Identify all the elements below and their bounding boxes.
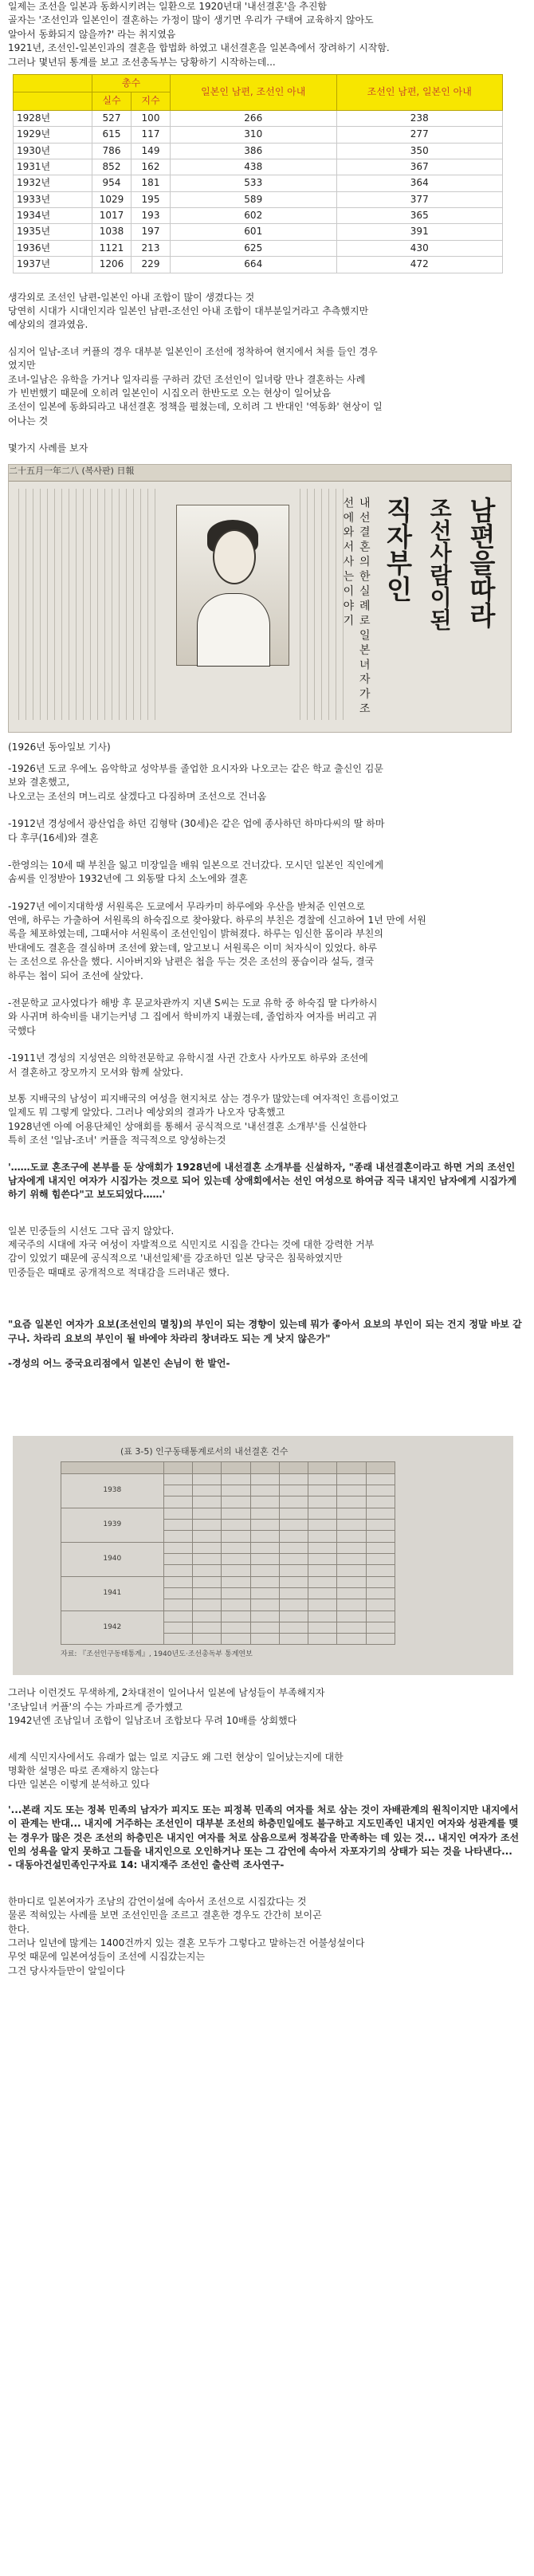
cell-real: 1017 — [92, 208, 132, 224]
cell-km-jw: 350 — [336, 143, 503, 159]
text-line: 특히 조선 '일남-조녀' 커플을 적극적으로 양성하는것 — [8, 1135, 226, 1146]
year-cell: 1942 — [61, 1610, 164, 1645]
headline-col-3: 직자부인 — [382, 496, 414, 602]
intro-paragraph — [8, 0, 526, 69]
paragraph-reasons — [8, 345, 526, 456]
cell-km-jw: 277 — [336, 127, 503, 143]
quote-analysis-source: - 대동아건설민족인구자료 14: 내지재주 조선인 출산력 조사연구- — [8, 1859, 285, 1871]
intermarriage-stats-table — [13, 74, 503, 273]
cell-real: 527 — [92, 110, 132, 126]
cell-jm-kw: 266 — [171, 110, 337, 126]
cell-index: 193 — [132, 208, 171, 224]
table-row — [14, 240, 503, 256]
cell-year: 1932년 — [14, 175, 92, 191]
headline-col-1: 남편을따라 — [465, 496, 497, 628]
paragraph-prejudice — [8, 1225, 526, 1280]
table-row — [61, 1473, 395, 1485]
cell-real: 1038 — [92, 224, 132, 240]
paragraph-result — [8, 291, 526, 332]
text-line: 연애, 하루는 가출하여 서원록의 하숙집으로 찾아왔다. 하루의 부친은 경찰에 신고하여 1년 만에 서원 — [8, 914, 426, 926]
book-table-footnote: 자료: 『조선인구동태통계』, 1940년도·조선총독부 통계연보 — [61, 1650, 253, 1659]
cell-real: 615 — [92, 127, 132, 143]
cell-jm-kw: 625 — [171, 240, 337, 256]
newspaper-clipping-image — [8, 464, 512, 733]
text-line: -1911년 경성의 지성연은 의학전문학교 유학시절 사귄 간호사 사카모토 하루와 조선에 — [8, 1052, 368, 1064]
year-cell: 1941 — [61, 1576, 164, 1610]
cell-real: 1121 — [92, 240, 132, 256]
cases-list — [8, 762, 526, 1080]
text-line: 민중들은 때때로 공개적으로 적대감을 드러내곤 했다. — [8, 1266, 230, 1278]
text-line: 록을 체포하였는데, 그때서야 서원록이 조선인임이 밝혀졌다. 하루는 임신한 몸이라 부친의 — [8, 928, 383, 940]
text-line: 한마디로 일본여자가 조남의 감언이설에 속아서 조선으로 시집갔다는 것 — [8, 1895, 307, 1907]
header-blank — [14, 74, 92, 92]
cell-jm-kw: 310 — [171, 127, 337, 143]
text-line: 였지만 — [8, 360, 36, 372]
cell-real: 1206 — [92, 257, 132, 273]
cell-year: 1933년 — [14, 191, 92, 207]
text-line: -1926년 도쿄 우에노 음악학교 성악부를 졸업한 요시자와 나오코는 같은 학교 출신인 김문 — [8, 762, 383, 774]
text-line: '조남일녀 커플'의 수는 가파르게 증가했고 — [8, 1701, 183, 1713]
year-cell: 1938 — [61, 1473, 164, 1508]
cell-index: 162 — [132, 159, 171, 175]
text-line: 당연히 시대가 시대인지라 일본인 남편-조선인 아내 조합이 대부분일거라고 추측했지만 — [8, 305, 369, 317]
text-line: 그건 당사자들만이 알일이다 — [8, 1964, 125, 1976]
book-table-title: (표 3-5) 인구동태통계로서의 내선결혼 건수 — [120, 1446, 289, 1457]
cell-km-jw: 472 — [336, 257, 503, 273]
header-real: 실수 — [92, 92, 132, 110]
text-line: 무엇 때문에 일본여성들이 조선에 시집갔는지는 — [8, 1951, 206, 1963]
table-row — [61, 1610, 395, 1622]
cell-index: 149 — [132, 143, 171, 159]
headline-col-2: 조선사람이된 — [426, 496, 454, 631]
text-line: 심지어 일남-조녀 커플의 경우 대부분 일본인이 조선에 정착하여 현지에서 처를 들인 경우 — [8, 345, 378, 357]
cell-index: 197 — [132, 224, 171, 240]
table-row — [14, 159, 503, 175]
quote-restaurant: "요즘 일본인 여자가 요보(조선인의 멸칭)의 부인이 되는 경향이 있는데 뭐가 좋아서 요보의 부인이 되는 건지 정말 바보 같구나. 차라리 요보의 부인이 될 바에야 차라리 창녀라도 되는 게 낫지 않은가" — [8, 1319, 522, 1344]
cell-year: 1934년 — [14, 208, 92, 224]
text-line: 알아서 동화되지 않을까?' 라는 취지였음 — [8, 28, 176, 40]
cell-index: 229 — [132, 257, 171, 273]
text-line: 그러나 이런것도 무색하게, 2차대전이 일어나서 일본에 남성들이 부족해지자 — [8, 1687, 325, 1699]
cell-real: 852 — [92, 159, 132, 175]
cell-km-jw: 238 — [336, 110, 503, 126]
text-line: -전문학교 교사였다가 해방 후 문교차관까지 지낸 S씨는 도쿄 유학 중 하숙집 딸 다카하시 — [8, 997, 378, 1009]
cell-year: 1935년 — [14, 224, 92, 240]
cell-index: 181 — [132, 175, 171, 191]
cell-km-jw: 430 — [336, 240, 503, 256]
text-line: 1921년, 조선인-일본인과의 결혼을 합법화 하였고 내선결혼을 일본측에서 장려하기 시작함. — [8, 42, 390, 54]
header-km-jw: 조선인 남편, 일본인 아내 — [336, 74, 503, 110]
text-line: 하루는 첩이 되어 조선에 살았다. — [8, 969, 143, 981]
table-row — [61, 1508, 395, 1519]
text-line: 조녀-일남은 유학을 가거나 일자리를 구하러 갔던 조선인이 일녀랑 만나 결혼하는 사례 — [8, 373, 366, 385]
table-row — [14, 127, 503, 143]
text-line: 골자는 '조선인과 일본인이 결혼하는 가정이 많이 생기면 우리가 구태여 교육하지 않아도 — [8, 14, 374, 26]
woman-portrait-photo — [176, 505, 289, 666]
text-line: 서 결혼하고 장모까지 모셔와 함께 살았다. — [8, 1066, 183, 1078]
text-line: 는 조선으로 유산을 했다. 시아버지와 남편은 첩을 두는 것은 조선의 풍습이라 설득, 결국 — [8, 956, 375, 968]
text-line: 보와 결혼했고, — [8, 777, 70, 789]
table-row — [14, 257, 503, 273]
text-line: 솜씨를 인정받아 1932년에 그 외동딸 다치 소노에와 결혼 — [8, 873, 248, 885]
header-blank — [14, 92, 92, 110]
cell-year: 1931년 — [14, 159, 92, 175]
quote-source: -경성의 어느 중국요리점에서 일본인 손님이 한 발언- — [8, 1358, 230, 1370]
text-line — [8, 428, 526, 442]
cell-year: 1936년 — [14, 240, 92, 256]
cell-index: 213 — [132, 240, 171, 256]
cell-year: 1930년 — [14, 143, 92, 159]
text-line: 어나는 것 — [8, 415, 49, 427]
cell-km-jw: 391 — [336, 224, 503, 240]
cell-jm-kw: 601 — [171, 224, 337, 240]
cell-index: 195 — [132, 191, 171, 207]
cell-jm-kw: 438 — [171, 159, 337, 175]
cell-jm-kw: 664 — [171, 257, 337, 273]
text-line: 다 후쿠(16세)와 결혼 — [8, 832, 99, 844]
cell-jm-kw: 386 — [171, 143, 337, 159]
table-row — [14, 224, 503, 240]
text-line — [8, 887, 526, 900]
text-line: -1927년 에이지대학생 서원록은 도쿄에서 무라카미 하루에와 우산을 받쳐준 인연으로 — [8, 900, 365, 912]
table-row — [14, 143, 503, 159]
cell-index: 100 — [132, 110, 171, 126]
text-line: 예상외의 결과였음. — [8, 319, 88, 331]
text-line: -한영의는 10세 때 부친을 잃고 미장일을 배워 일본으로 건너갔다. 모시던 일본인 직인에게 — [8, 859, 384, 871]
text-line: 다만 일본은 이렇게 분석하고 있다 — [8, 1779, 150, 1791]
text-line: 그러나 일년에 많게는 1400건까지 있는 결혼 모두가 그렇다고 말하는건 어불성설이다 — [8, 1937, 365, 1949]
year-cell: 1939 — [61, 1508, 164, 1542]
paragraph-scholars — [8, 1751, 526, 1792]
table-row — [14, 208, 503, 224]
text-line — [8, 983, 526, 997]
text-line: -1912년 경성에서 광산업을 하던 김형탁 (30세)은 같은 업에 종사하던 하마다씨의 딸 하마 — [8, 818, 385, 830]
cell-index: 117 — [132, 127, 171, 143]
cell-jm-kw: 589 — [171, 191, 337, 207]
quote-analysis: '...본래 지도 또는 정복 민족의 남자가 피지도 또는 피정복 민족의 여자를 처로 삼는 것이 자배관계의 원칙이지만 내지에서 이 관계는 반대... 내지에 거주하는 조선인이 대부분 조선의 하층민일에도 불구하고 지도민족인 내지인 여자와 성관계를 맺는 경우가 많은 것은 조선의 하층민은 내지인 여자를 처로 삼음으로써 정복감을 만족하는 데 있는 것... 내지인 여자가 조선인의 성욕을 알지 못하고 그들을 내지인으로 오인하거나 또는 그 감언에 속아서 자포자기의 상태가 되는 것을 나타낸다... — [8, 1803, 520, 1857]
text-line: 조선이 일본에 동화되라고 내선결혼 정책을 펼쳤는데, 오히려 그 반대인 '역동화' 현상이 일 — [8, 401, 383, 413]
cell-real: 786 — [92, 143, 132, 159]
quote-sangaehoe: '……도쿄 혼조구에 본부를 둔 상애회가 1928년에 내선결혼 소개부를 신설하자, "종래 내선결혼이라고 하면 거의 조선인 남자에게 내지인 여자가 시집가는 것으로 되어 있는데 상애회에서는 선인 여성으로 하여금 직극 내지인 남자에게 시집가게 하기 위해 힘쓴다"고 보도되었다……' — [8, 1161, 517, 1201]
text-line — [8, 1038, 526, 1052]
table-row — [14, 175, 503, 191]
text-line — [8, 804, 526, 817]
text-line: 한다. — [8, 1923, 29, 1935]
text-line: 와 사귀며 하숙비를 내기는커녕 그 집에서 학비까지 내줬는데, 졸업하자 여자를 버리고 귀 — [8, 1011, 378, 1023]
headline-subtitle: 내 선 결 혼 의 한 실 례 로 일 본 녀 자 가 조 선 에 와 서 사 는 이 야 기 — [341, 496, 371, 714]
table-row — [61, 1542, 395, 1553]
header-total: 총수 — [92, 74, 171, 92]
text-line: 1928년엔 아예 어용단체인 상애회를 통해서 공식적으로 '내선결혼 소개부'를 신설한다 — [8, 1120, 367, 1132]
book-table-grid — [61, 1461, 395, 1645]
table-row — [14, 191, 503, 207]
text-line: 1942년엔 조남일녀 조합이 일남조녀 조합보다 무려 10배를 상회했다 — [8, 1715, 297, 1727]
paragraph-postwar — [8, 1092, 526, 1148]
text-line: 일제는 조선을 일본과 동화시키려는 일환으로 1920년대 '내선결혼'을 추진함 — [8, 1, 328, 12]
cell-year: 1929년 — [14, 127, 92, 143]
cell-real: 954 — [92, 175, 132, 191]
text-line: 일본 민중들의 시선도 그닥 곱지 않았다. — [8, 1225, 175, 1237]
book-table-photo — [13, 1436, 513, 1675]
cell-jm-kw: 533 — [171, 175, 337, 191]
paragraph-final — [8, 1895, 526, 1978]
text-line: 물론 적혀있는 사례를 보면 조선인민을 조르고 결혼한 경우도 간간히 보이곤 — [8, 1909, 322, 1921]
year-cell: 1940 — [61, 1542, 164, 1576]
text-line: 보통 지배국의 남성이 피지배국의 여성을 현지처로 삼는 경우가 많았는데 여자적인 흐름이었고 — [8, 1092, 399, 1104]
cell-km-jw: 367 — [336, 159, 503, 175]
cell-km-jw: 377 — [336, 191, 503, 207]
image-caption: (1926년 동아일보 기사) — [8, 741, 111, 753]
cell-real: 1029 — [92, 191, 132, 207]
text-line: 생각외로 조선인 남편-일본인 아내 조합이 많이 생겼다는 것 — [8, 291, 255, 303]
text-line: 제국주의 시대에 자국 여성이 자발적으로 식민지로 시집을 간다는 것에 대한 강력한 거부 — [8, 1239, 375, 1251]
cell-year: 1928년 — [14, 110, 92, 126]
text-line: 그러나 몇년뒤 통계를 보고 조선총독부는 당황하기 시작하는데... — [8, 56, 276, 68]
text-line: 반대에도 결혼을 결심하며 조선에 왔는데, 알고보니 서원록은 이미 처자식이 있었다. 하루 — [8, 942, 378, 954]
text-line: 일제도 뭐 그렇게 알았다. 그러나 예상외의 결과가 나오자 당혹했고 — [8, 1107, 285, 1119]
header-index: 지수 — [132, 92, 171, 110]
text-line: 세계 식민지사에서도 유래가 없는 일로 지금도 왜 그런 현상이 일어났는지에 대한 — [8, 1751, 344, 1763]
table-row — [61, 1576, 395, 1587]
table-row — [14, 110, 503, 126]
text-line: 몇가지 사례를 보자 — [8, 442, 88, 454]
newspaper-headline — [341, 496, 500, 720]
text-line: 국했다 — [8, 1025, 36, 1036]
cell-jm-kw: 602 — [171, 208, 337, 224]
newspaper-text-columns — [18, 489, 162, 720]
cell-km-jw: 365 — [336, 208, 503, 224]
newspaper-masthead: 二十五月一年二八 (복사판) 日報 — [9, 465, 511, 482]
text-line: 가 빈번했기 때문에 오히려 일본인이 시집오러 한반도로 오는 현상이 일어났음 — [8, 387, 332, 399]
text-line: 나오코는 조선의 며느리로 살겠다고 다짐하며 조선으로 건너옴 — [8, 790, 267, 802]
text-line: 명확한 설명은 따로 존재하지 않는다 — [8, 1765, 159, 1776]
header-jm-kw: 일본인 남편, 조선인 아내 — [171, 74, 337, 110]
paragraph-ww2 — [8, 1686, 526, 1728]
cell-km-jw: 364 — [336, 175, 503, 191]
text-line: 감이 있었기 때문에 공식적으로 '내선일체'를 강조하던 일본 당국은 침묵하였지만 — [8, 1253, 343, 1264]
cell-year: 1937년 — [14, 257, 92, 273]
text-line — [8, 845, 526, 859]
